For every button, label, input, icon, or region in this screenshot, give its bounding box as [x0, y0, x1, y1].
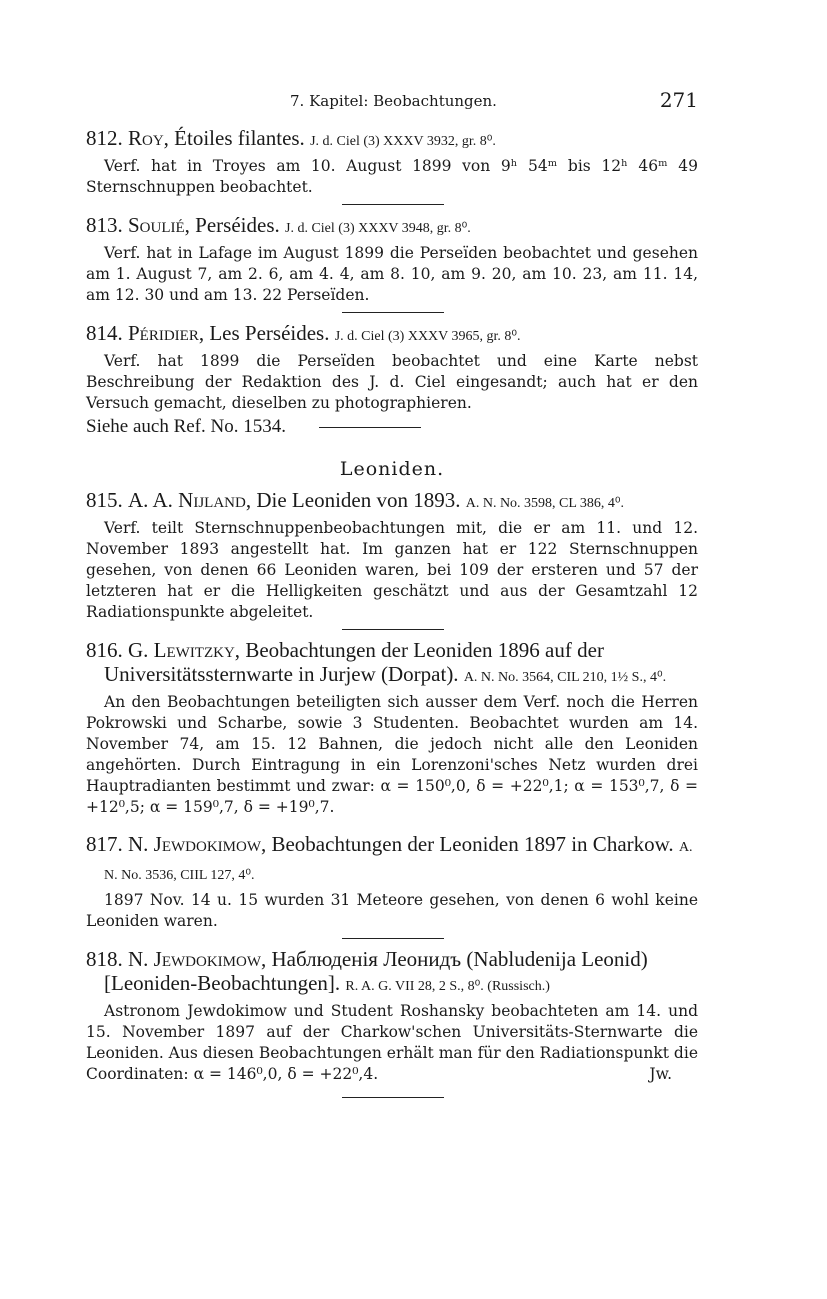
entry-title: Étoiles filantes.: [174, 126, 305, 150]
entry-heading: [86, 488, 698, 516]
entry-author: G. Lewitzky,: [128, 638, 241, 662]
entry-author: Péridier,: [128, 321, 205, 345]
section-title: Leoniden.: [339, 458, 445, 480]
entry-number: 813.: [86, 213, 123, 237]
page-number: 271: [659, 88, 698, 112]
entry-number: 812.: [86, 126, 123, 150]
entry-source: A. N. No. 3536, CIIL 127, 4⁰.: [104, 840, 693, 883]
entry-815: [86, 488, 698, 623]
chapter-title: 7. Kapitel: Beobachtungen.: [290, 92, 497, 110]
entry-body: An den Beobachtungen beteiligten sich ausser dem Verf. noch die Herren Pokrowski und Scharbe, sowie 3 Studenten. Beobachtet wurden am 14. November 74, am 15. 12 Bahnen, die jedoch nicht alle den Leoniden angehörten. Durch Eintragung in ein Lorenzoni'sches Netz wurden drei Hauptradianten bestimmt und zwar: α = 150⁰,0, δ = +22⁰,1; α = 153⁰,7, δ = +12⁰,5; α = 159⁰,7, δ = +19⁰,7.: [86, 693, 698, 816]
entry-source: J. d. Ciel (3) XXXV 3948, gr. 8⁰.: [285, 221, 471, 236]
entry-812: [86, 126, 698, 198]
entry-heading: [86, 213, 698, 241]
running-header: [86, 88, 698, 118]
entry-number: 817.: [86, 832, 123, 856]
entry-author: A. A. Nijland,: [128, 488, 252, 512]
entry-heading: [86, 638, 698, 690]
page: [86, 88, 698, 1104]
entry-title: Les Perséides.: [209, 321, 330, 345]
entry-body: 1897 Nov. 14 u. 15 wurden 31 Meteore gesehen, von denen 6 wohl keine Leoniden waren.: [86, 891, 698, 930]
entry-heading: [86, 947, 698, 999]
entry-body: [86, 1001, 698, 1085]
separator-rule: [342, 204, 444, 205]
separator-rule: [342, 938, 444, 939]
entry-heading: [86, 832, 698, 888]
entry-author: N. Jewdokimow,: [128, 947, 267, 971]
separator-rule: [342, 312, 444, 313]
entry-source: J. d. Ciel (3) XXXV 3965, gr. 8⁰.: [334, 329, 521, 344]
entry-source: A. N. No. 3564, CIL 210, 1½ S., 4⁰.: [463, 670, 667, 685]
entry-body: Verf. hat in Troyes am 10. August 1899 von 9ʰ 54ᵐ bis 12ʰ 46ᵐ 49 Sternschnuppen beobachtet.: [86, 157, 698, 196]
entry-818: [86, 947, 698, 1085]
reviewer-signature: Jw.: [649, 1065, 672, 1083]
entry-heading: [86, 126, 698, 154]
see-also-reference: Siehe auch Ref. No. 1534.: [86, 416, 286, 437]
entry-816: [86, 638, 698, 818]
separator-rule: [342, 1097, 444, 1098]
entry-author: Roy,: [128, 126, 169, 150]
entry-body: Verf. hat in Lafage im August 1899 die Perseïden beobachtet und gesehen am 1. August 7, am 2. 6, am 4. 4, am 8. 10, am 9. 20, am 10. 23, am 11. 14, am 12. 30 und am 13. 22 Perseïden.: [86, 244, 698, 304]
entry-author: N. Jewdokimow,: [128, 832, 267, 856]
see-also-line: [86, 416, 698, 438]
entry-817: [86, 832, 698, 932]
entry-body-text: Astronom Jewdokimow und Student Roshansky beobachteten am 14. und 15. November 1897 auf der Charkow'schen Universitäts-Sternwarte die Leoniden. Aus diesen Beobachtungen erhält man für den Radiationspunkt die Coordinaten: α = 146⁰,0, δ = +22⁰,4.: [86, 1002, 698, 1083]
entry-number: 814.: [86, 321, 123, 345]
entry-title: Die Leoniden von 1893.: [256, 488, 461, 512]
entry-heading: [86, 321, 698, 349]
entry-title: Perséides.: [195, 213, 280, 237]
entry-title: Наблюденія Леонидъ (Nabludenija Leonid) [Leoniden-Beobachtungen].: [104, 947, 648, 995]
entry-source: A. N. No. 3598, CL 386, 4⁰.: [465, 496, 625, 511]
entry-number: 816.: [86, 638, 123, 662]
entry-source: J. d. Ciel (3) XXXV 3932, gr. 8⁰.: [310, 134, 496, 149]
entry-author: Soulié,: [128, 213, 190, 237]
entry-number: 815.: [86, 488, 123, 512]
entry-813: [86, 213, 698, 306]
separator-rule: [319, 427, 421, 428]
entry-number: 818.: [86, 947, 123, 971]
entry-body: Verf. teilt Sternschnuppenbeobachtungen mit, die er am 11. und 12. November 1893 angestellt hat. Im ganzen hat er 122 Sternschnuppen gesehen, von denen 66 Leoniden waren, bei 109 der ersteren und 57 der letzteren hat er die Helligkeiten geschätzt und aus der Gesamtzahl 12 Radiationspunkte abgeleitet.: [86, 519, 698, 621]
entry-source: R. A. G. VII 28, 2 S., 8⁰. (Russisch.): [345, 979, 550, 994]
entry-title: Beobachtungen der Leoniden 1896 auf der Universitätssternwarte in Jurjew (Dorpat).: [104, 638, 604, 686]
entry-title: Beobachtungen der Leoniden 1897 in Charkow.: [271, 832, 674, 856]
separator-rule: [342, 629, 444, 630]
entry-body: Verf. hat 1899 die Perseïden beobachtet und eine Karte nebst Beschreibung der Redaktion des J. d. Ciel eingesandt; auch hat er den Versuch gemacht, dieselben zu photographieren.: [86, 352, 698, 412]
entry-814: [86, 321, 698, 438]
